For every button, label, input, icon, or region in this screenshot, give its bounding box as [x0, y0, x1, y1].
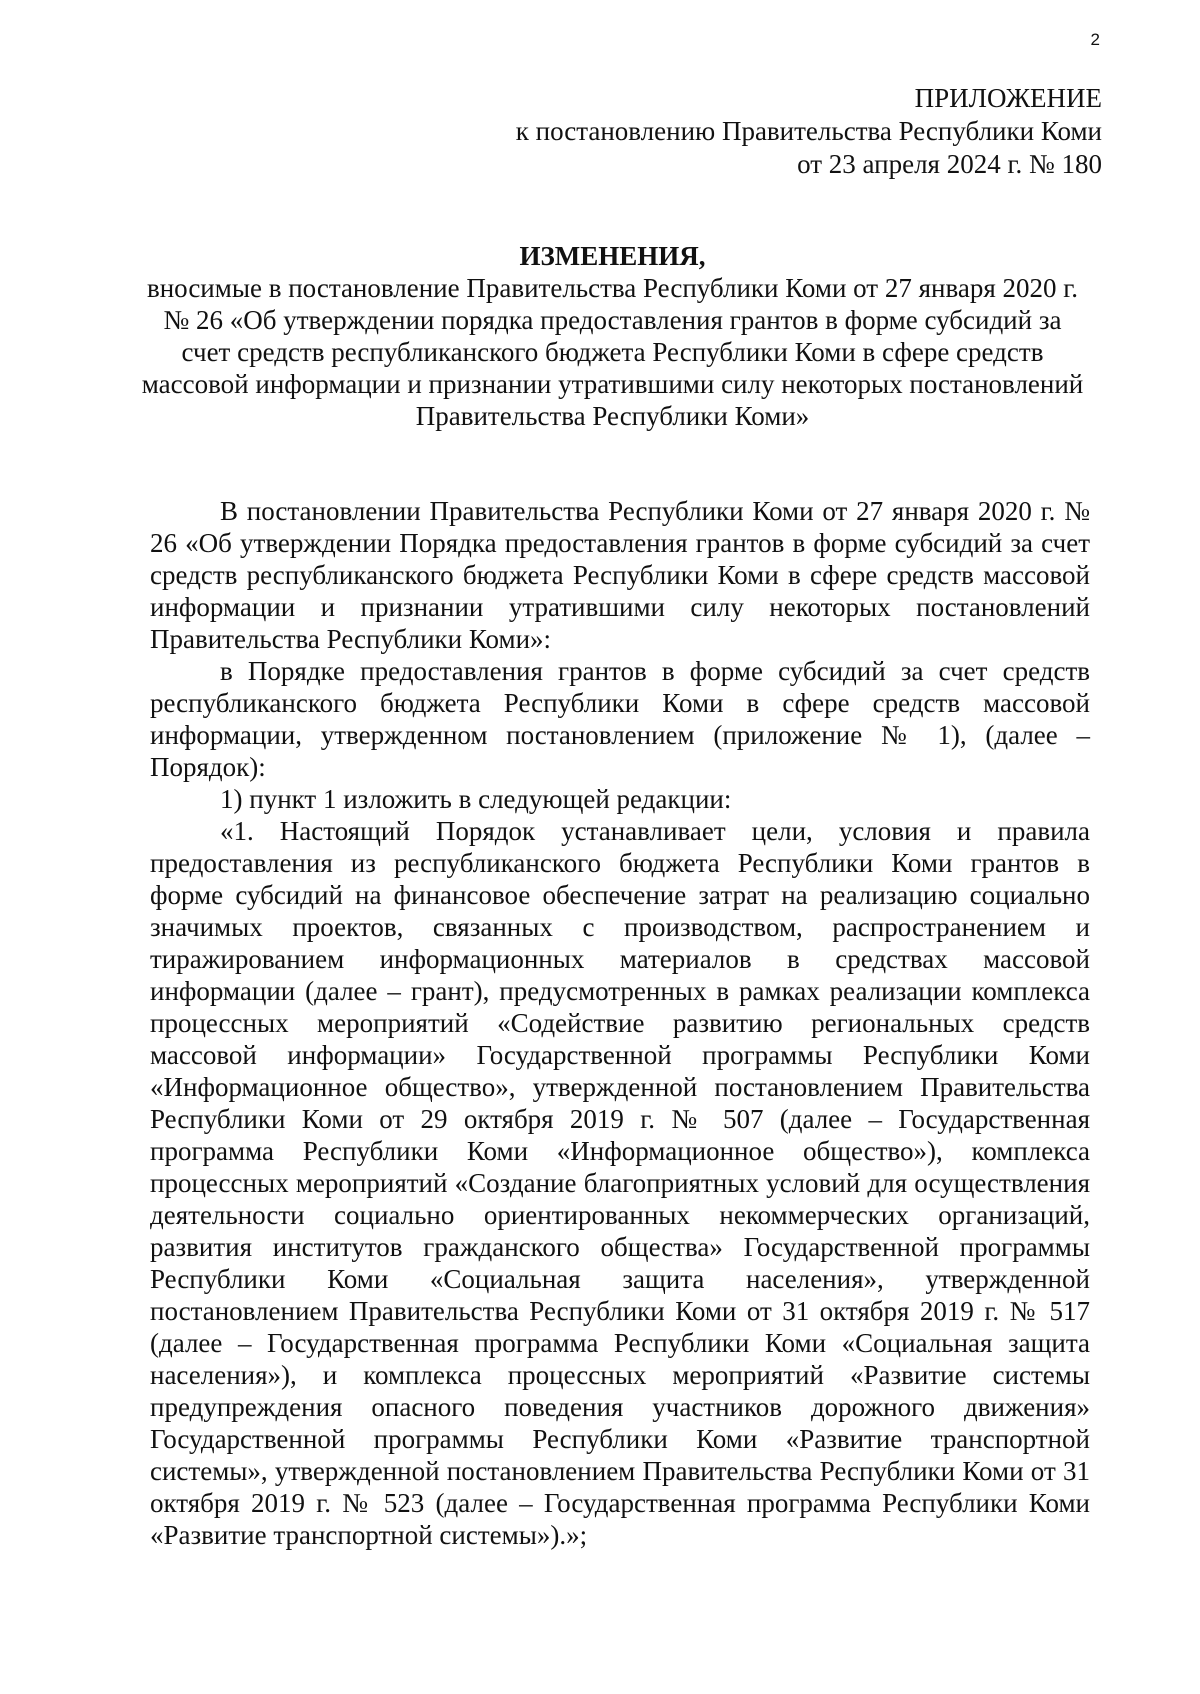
paragraph: в Порядке предоставления грантов в форме субсидий за счет средств республиканского бюджета Республики Коми в сфере средств массовой информации, утвержденном постановлением (приложение № 1), (далее – Порядок):: [150, 656, 1090, 782]
page-number: 2: [1090, 30, 1100, 49]
appendix-block: [402, 82, 1102, 181]
document-heading: [140, 240, 1085, 432]
paragraph: «1. Настоящий Порядок устанавливает цели, условия и правила предоставления из республиканского бюджета Республики Коми грантов в форме субсидий на финансовое обеспечение затрат на реализацию социально значимых проектов, связанных с производством, распространением и тиражированием информационных материалов в средствах массовой информации (далее – грант), предусмотренных в рамках реализации комплекса процессных мероприятий «Содействие развитию региональных средств массовой информации» Государственной программы Республики Коми «Информационное общество», утвержденной постановлением Правительства Республики Коми от 29 октября 2019 г. № 507 (далее – Государственная программа Республики Коми «Информационное общество»), комплекса процессных мероприятий «Создание благоприятных условий для осуществления деятельности социально ориентированных некоммерческих организаций, развития институтов гражданского общества» Государственной программы Республики Коми «Социальная защита населения», утвержденной постановлением Правительства Республики Коми от 31 октября 2019 г. № 517 (далее – Государственная программа Республики Коми «Социальная защита населения»), и комплекса процессных мероприятий «Развитие системы предупреждения опасного поведения участников дорожного движения» Государственной программы Республики Коми «Развитие транспортной системы», утвержденной постановлением Правительства Республики Коми от 31 октября 2019 г. № 523 (далее – Государственная программа Республики Коми «Развитие транспортной системы»).»;: [150, 816, 1090, 1550]
document-body: [150, 495, 1090, 1551]
paragraph: 1) пункт 1 изложить в следующей редакции:: [220, 784, 732, 814]
document-title: ИЗМЕНЕНИЯ,: [519, 241, 706, 271]
paragraph: В постановлении Правительства Республики Коми от 27 января 2020 г. № 26 «Об утверждении Порядка предоставления грантов в форме субсидий за счет средств республиканского бюджета Республики Коми в сфере средств массовой информации и признании утратившими силу некоторых постановлений Правительства Республики Коми»:: [150, 496, 1090, 654]
document-subtitle: вносимые в постановление Правительства Республики Коми от 27 января 2020 г. № 26 «Об утверждении порядка предоставления грантов в форме субсидий за счет средств республиканского бюджета Республики Коми в сфере средств массовой информации и признании утратившими силу некоторых постановлений Правительства Республики Коми»: [141, 273, 1084, 431]
appendix-label: ПРИЛОЖЕНИЕ: [914, 83, 1102, 113]
appendix-line-1: к постановлению Правительства Республики Коми: [515, 116, 1102, 146]
appendix-line-2: от 23 апреля 2024 г. № 180: [797, 149, 1102, 179]
